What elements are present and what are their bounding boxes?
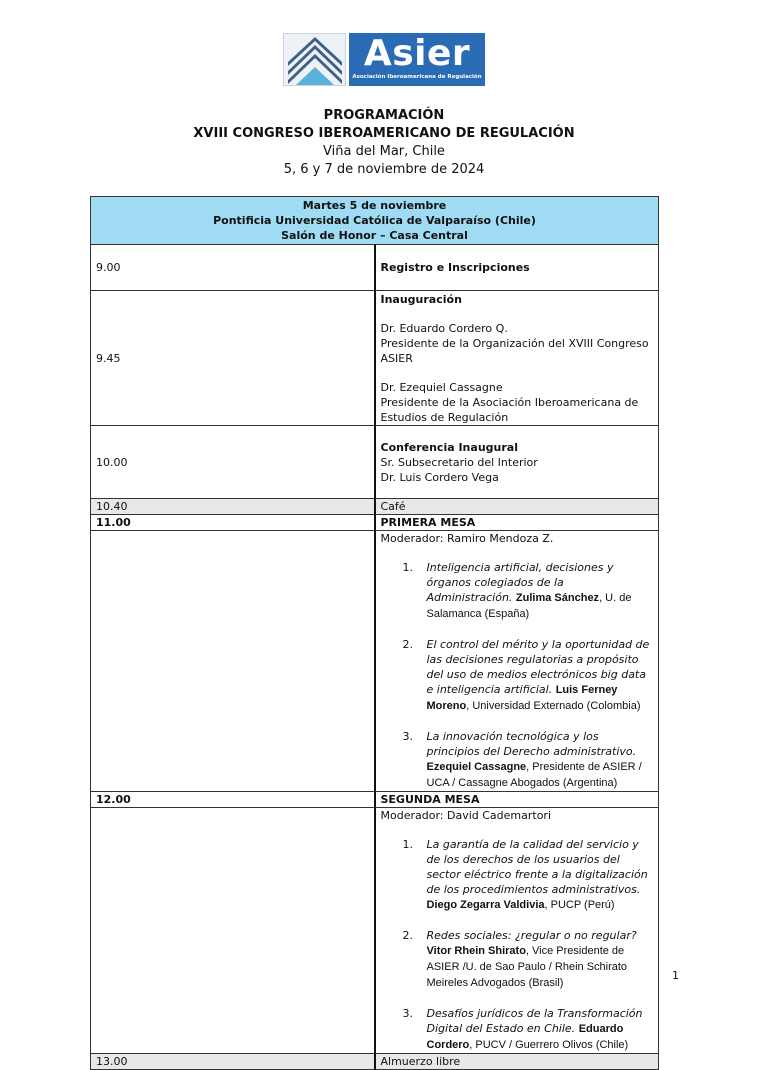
session-title: Conferencia Inaugural [380, 440, 518, 454]
congress-name: XVIII CONGRESO IBEROAMERICANO DE REGULACIÓN [193, 126, 575, 141]
activity-cell: PRIMERA MESA [375, 515, 659, 531]
time-cell: 12.00 [91, 792, 375, 808]
panel-cell [375, 808, 659, 1054]
day-date: Martes 5 de noviembre [302, 199, 447, 212]
table-row [91, 531, 659, 792]
list-item: 2. Redes sociales: ¿regular o no regular? Vitor Rhein Shirato, Vice Presidente de ASIER /U. de Sao Paulo / Rhein Schirato Meireles Advogados (Brasil) [402, 929, 637, 989]
table-row [91, 499, 659, 515]
speaker-line: Sr. Subsecretario del Interior [380, 455, 538, 469]
time-cell: 9.00 [91, 245, 375, 291]
activity-cell [375, 426, 659, 499]
time-cell: 10.40 [91, 499, 375, 515]
table-row [91, 1054, 659, 1070]
panel-cell [375, 531, 659, 792]
day-header-row [91, 197, 659, 245]
speaker-name: Dr. Ezequiel Cassagne [380, 381, 503, 394]
asier-logo [283, 33, 485, 86]
day-header [91, 197, 659, 245]
program-table [90, 196, 659, 1070]
activity-cell: Registro e Inscripciones [375, 245, 659, 291]
activity-cell: Café [375, 499, 659, 515]
time-cell: 10.00 [91, 426, 375, 499]
congress-location: Viña del Mar, Chile [323, 144, 445, 159]
logo-subtitle: Asociación Iberoamericana de Regulación [352, 74, 482, 80]
table-row [91, 426, 659, 499]
table-row [91, 808, 659, 1054]
activity-cell: SEGUNDA MESA [375, 792, 659, 808]
list-item: 2. El control del mérito y la oportunidad de las decisiones regulatorias a propósito del uso de medios electrónicos big data e inteligencia artificial. Luis Ferney Moreno, Universidad Externado (Colombia) [402, 638, 650, 712]
day-room: Salón de Honor – Casa Central [281, 229, 468, 242]
table-row [91, 291, 659, 426]
logo-wordmark [349, 33, 485, 86]
list-item: 3. Desafíos jurídicos de la Transformación Digital del Estado en Chile. Eduardo Cordero, PUCV / Guerrero Olivos (Chile) [402, 1007, 643, 1051]
time-cell: 9.45 [91, 291, 375, 426]
page-number: 1 [672, 969, 679, 982]
table-row [91, 792, 659, 808]
activity-cell: Almuerzo libre [375, 1054, 659, 1070]
time-cell: 13.00 [91, 1054, 375, 1070]
list-item: 3. La innovación tecnológica y los principios del Derecho administrativo. Ezequiel Cassagne, Presidente de ASIER / UCA / Cassagne Abogados (Argentina) [402, 730, 642, 789]
speaker-name: Dr. Eduardo Cordero Q. [380, 322, 508, 335]
speaker-role: Presidente de la Asociación Iberoamericana de Estudios de Regulación [380, 396, 639, 424]
session-title: Inauguración [380, 293, 462, 306]
time-cell [91, 531, 375, 792]
table-row [91, 245, 659, 291]
table-row [91, 515, 659, 531]
list-item: 1. La garantía de la calidad del servicio y de los derechos de los usuarios del sector eléctrico frente a la digitalización de los procedimientos administrativos. Diego Zegarra Valdivia, PUCP (Perú) [402, 838, 648, 911]
activity-cell [375, 291, 659, 426]
moderator: Moderador: Ramiro Mendoza Z. [380, 532, 554, 545]
talk-list [381, 837, 654, 1053]
speaker-role: Presidente de la Organización del XVIII Congreso ASIER [380, 337, 649, 365]
list-item: 1. Inteligencia artificial, decisiones y órganos colegiados de la Administración. Zulima Sánchez, U. de Salamanca (España) [402, 561, 632, 620]
congress-dates: 5, 6 y 7 de noviembre de 2024 [283, 162, 485, 177]
doc-title: PROGRAMACIÓN [323, 108, 445, 123]
time-cell: 11.00 [91, 515, 375, 531]
speaker-line: Dr. Luis Cordero Vega [380, 470, 499, 484]
logo-word: Asier [363, 33, 471, 74]
time-cell [91, 808, 375, 1054]
talk-list [381, 560, 654, 791]
logo-emblem [283, 33, 346, 86]
chevron-stripes-icon [284, 34, 347, 87]
moderator: Moderador: David Cademartori [380, 809, 552, 822]
day-venue: Pontificia Universidad Católica de Valparaíso (Chile) [213, 214, 536, 227]
